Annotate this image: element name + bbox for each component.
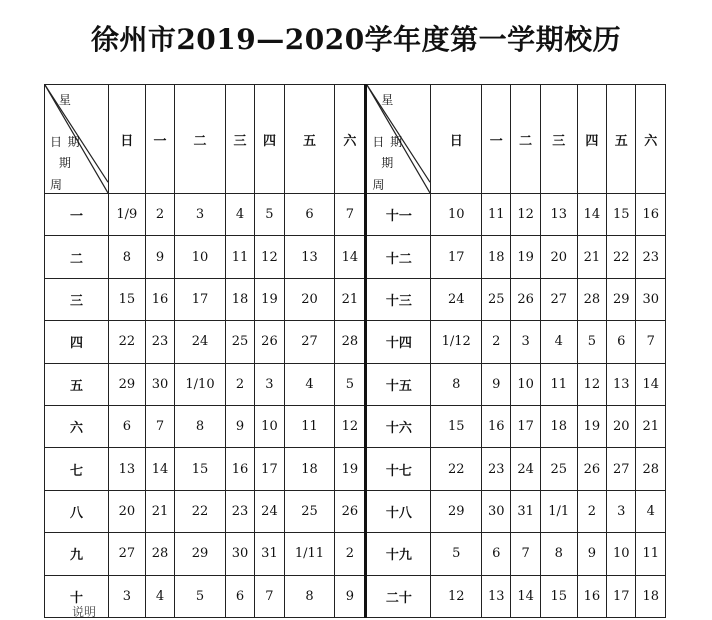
day-cell: 22 <box>175 490 226 532</box>
weekday-header-left: 六 <box>335 85 366 194</box>
day-cell: 16 <box>482 405 511 447</box>
day-cell: 3 <box>255 363 284 405</box>
day-cell: 15 <box>431 405 482 447</box>
day-cell: 8 <box>284 575 335 617</box>
week-number-cell: 十一 <box>366 194 431 236</box>
week-number-cell: 二 <box>45 236 109 278</box>
day-cell: 5 <box>577 321 606 363</box>
day-cell: 18 <box>284 448 335 490</box>
day-cell: 19 <box>511 236 540 278</box>
day-cell: 12 <box>335 405 366 447</box>
day-cell: 6 <box>482 533 511 575</box>
day-cell: 31 <box>255 533 284 575</box>
day-cell: 9 <box>482 363 511 405</box>
day-cell: 17 <box>255 448 284 490</box>
day-cell: 13 <box>607 363 636 405</box>
day-cell: 2 <box>482 321 511 363</box>
weekday-header-right: 五 <box>607 85 636 194</box>
day-cell: 1/11 <box>284 533 335 575</box>
day-cell: 29 <box>109 363 146 405</box>
corner-label-zhou: 周 <box>372 177 385 192</box>
day-cell: 7 <box>636 321 666 363</box>
day-cell: 12 <box>255 236 284 278</box>
day-cell: 4 <box>225 194 254 236</box>
day-cell: 1/9 <box>109 194 146 236</box>
day-cell: 3 <box>607 490 636 532</box>
weekday-header-left: 二 <box>175 85 226 194</box>
corner-label-qi2: 期 <box>381 156 394 171</box>
day-cell: 26 <box>577 448 606 490</box>
weekday-header-left: 五 <box>284 85 335 194</box>
corner-label-xing: 星 <box>58 93 71 108</box>
day-cell: 15 <box>540 575 577 617</box>
day-cell: 29 <box>607 278 636 320</box>
day-cell: 2 <box>225 363 254 405</box>
day-cell: 25 <box>225 321 254 363</box>
day-cell: 10 <box>255 405 284 447</box>
day-cell: 17 <box>431 236 482 278</box>
day-cell: 15 <box>109 278 146 320</box>
footer-note: 说明 <box>72 605 97 619</box>
day-cell: 5 <box>255 194 284 236</box>
day-cell: 24 <box>255 490 284 532</box>
day-cell: 20 <box>284 278 335 320</box>
weekday-header-right: 日 <box>431 85 482 194</box>
day-cell: 17 <box>511 405 540 447</box>
day-cell: 22 <box>109 321 146 363</box>
day-cell: 8 <box>109 236 146 278</box>
day-cell: 10 <box>511 363 540 405</box>
day-cell: 7 <box>511 533 540 575</box>
day-cell: 27 <box>284 321 335 363</box>
day-cell: 4 <box>540 321 577 363</box>
day-cell: 16 <box>225 448 254 490</box>
day-cell: 21 <box>577 236 606 278</box>
day-cell: 7 <box>255 575 284 617</box>
day-cell: 2 <box>145 194 174 236</box>
day-cell: 17 <box>607 575 636 617</box>
day-cell: 14 <box>511 575 540 617</box>
week-row <box>45 448 666 490</box>
day-cell: 16 <box>145 278 174 320</box>
day-cell: 14 <box>577 194 606 236</box>
header-row <box>45 85 666 194</box>
week-number-cell: 一 <box>45 194 109 236</box>
day-cell: 6 <box>607 321 636 363</box>
week-number-cell: 五 <box>45 363 109 405</box>
day-cell: 18 <box>482 236 511 278</box>
day-cell: 14 <box>636 363 666 405</box>
day-cell: 11 <box>482 194 511 236</box>
day-cell: 24 <box>511 448 540 490</box>
day-cell: 26 <box>255 321 284 363</box>
corner-label-zhou: 周 <box>50 177 63 192</box>
week-row <box>45 236 666 278</box>
day-cell: 3 <box>175 194 226 236</box>
week-row <box>45 194 666 236</box>
weekday-header-right: 二 <box>511 85 540 194</box>
day-cell: 26 <box>511 278 540 320</box>
day-cell: 23 <box>145 321 174 363</box>
day-cell: 18 <box>225 278 254 320</box>
weekday-header-left: 四 <box>255 85 284 194</box>
corner-label-ri: 日 <box>372 134 385 149</box>
day-cell: 11 <box>636 533 666 575</box>
week-row <box>45 405 666 447</box>
day-cell: 9 <box>225 405 254 447</box>
day-cell: 9 <box>335 575 366 617</box>
day-cell: 24 <box>175 321 226 363</box>
day-cell: 31 <box>511 490 540 532</box>
school-calendar-table <box>44 84 666 618</box>
day-cell: 15 <box>175 448 226 490</box>
weekday-header-right: 一 <box>482 85 511 194</box>
calendar-body <box>45 85 666 618</box>
week-number-cell: 十八 <box>366 490 431 532</box>
day-cell: 25 <box>482 278 511 320</box>
day-cell: 20 <box>540 236 577 278</box>
day-cell: 16 <box>577 575 606 617</box>
weekday-header-left: 三 <box>225 85 254 194</box>
week-number-cell: 十 <box>45 575 109 617</box>
corner-label-xing: 星 <box>381 93 394 108</box>
day-cell: 24 <box>431 278 482 320</box>
week-number-cell: 三 <box>45 278 109 320</box>
weekday-header-right: 四 <box>577 85 606 194</box>
day-cell: 4 <box>284 363 335 405</box>
day-cell: 7 <box>145 405 174 447</box>
day-cell: 21 <box>636 405 666 447</box>
day-cell: 5 <box>175 575 226 617</box>
day-cell: 8 <box>175 405 226 447</box>
day-cell: 8 <box>431 363 482 405</box>
day-cell: 13 <box>109 448 146 490</box>
day-cell: 10 <box>607 533 636 575</box>
weekday-header-right: 三 <box>540 85 577 194</box>
day-cell: 5 <box>335 363 366 405</box>
corner-label-ri: 日 <box>50 134 63 149</box>
day-cell: 18 <box>540 405 577 447</box>
corner-cell-right <box>366 85 431 194</box>
day-cell: 9 <box>577 533 606 575</box>
corner-label-qi: 期 <box>67 134 80 149</box>
day-cell: 23 <box>636 236 666 278</box>
week-row <box>45 575 666 617</box>
day-cell: 27 <box>540 278 577 320</box>
week-row <box>45 363 666 405</box>
day-cell: 23 <box>225 490 254 532</box>
day-cell: 8 <box>540 533 577 575</box>
day-cell: 7 <box>335 194 366 236</box>
day-cell: 28 <box>636 448 666 490</box>
week-number-cell: 十七 <box>366 448 431 490</box>
day-cell: 28 <box>335 321 366 363</box>
day-cell: 30 <box>145 363 174 405</box>
day-cell: 14 <box>145 448 174 490</box>
day-cell: 16 <box>636 194 666 236</box>
day-cell: 10 <box>175 236 226 278</box>
day-cell: 20 <box>109 490 146 532</box>
day-cell: 13 <box>482 575 511 617</box>
day-cell: 20 <box>607 405 636 447</box>
day-cell: 15 <box>607 194 636 236</box>
day-cell: 17 <box>175 278 226 320</box>
week-row <box>45 490 666 532</box>
week-row <box>45 278 666 320</box>
day-cell: 12 <box>577 363 606 405</box>
weekday-header-right: 六 <box>636 85 666 194</box>
week-number-cell: 十九 <box>366 533 431 575</box>
day-cell: 19 <box>577 405 606 447</box>
day-cell: 27 <box>607 448 636 490</box>
day-cell: 23 <box>482 448 511 490</box>
week-number-cell: 六 <box>45 405 109 447</box>
week-number-cell: 十六 <box>366 405 431 447</box>
day-cell: 27 <box>109 533 146 575</box>
day-cell: 19 <box>335 448 366 490</box>
corner-label-qi2: 期 <box>58 156 71 171</box>
week-number-cell: 二十 <box>366 575 431 617</box>
weekday-header-left: 日 <box>109 85 146 194</box>
day-cell: 30 <box>225 533 254 575</box>
day-cell: 13 <box>540 194 577 236</box>
week-number-cell: 十三 <box>366 278 431 320</box>
day-cell: 21 <box>145 490 174 532</box>
corner-cell-left <box>45 85 109 194</box>
day-cell: 25 <box>540 448 577 490</box>
day-cell: 30 <box>636 278 666 320</box>
day-cell: 30 <box>482 490 511 532</box>
day-cell: 26 <box>335 490 366 532</box>
day-cell: 4 <box>636 490 666 532</box>
day-cell: 1/10 <box>175 363 226 405</box>
day-cell: 19 <box>255 278 284 320</box>
day-cell: 10 <box>431 194 482 236</box>
week-row <box>45 533 666 575</box>
day-cell: 2 <box>577 490 606 532</box>
day-cell: 22 <box>431 448 482 490</box>
day-cell: 5 <box>431 533 482 575</box>
week-number-cell: 十二 <box>366 236 431 278</box>
day-cell: 3 <box>511 321 540 363</box>
day-cell: 6 <box>225 575 254 617</box>
day-cell: 6 <box>284 194 335 236</box>
day-cell: 12 <box>431 575 482 617</box>
day-cell: 2 <box>335 533 366 575</box>
day-cell: 29 <box>431 490 482 532</box>
day-cell: 29 <box>175 533 226 575</box>
week-number-cell: 七 <box>45 448 109 490</box>
week-number-cell: 九 <box>45 533 109 575</box>
weekday-header-left: 一 <box>145 85 174 194</box>
day-cell: 1/12 <box>431 321 482 363</box>
week-number-cell: 十四 <box>366 321 431 363</box>
day-cell: 18 <box>636 575 666 617</box>
day-cell: 13 <box>284 236 335 278</box>
day-cell: 11 <box>284 405 335 447</box>
week-number-cell: 四 <box>45 321 109 363</box>
calendar-title: 徐州市2019—2020学年度第一学期校历 <box>90 23 622 56</box>
day-cell: 22 <box>607 236 636 278</box>
day-cell: 4 <box>145 575 174 617</box>
day-cell: 9 <box>145 236 174 278</box>
corner-label-qi: 期 <box>390 134 403 149</box>
day-cell: 28 <box>577 278 606 320</box>
day-cell: 1/1 <box>540 490 577 532</box>
day-cell: 28 <box>145 533 174 575</box>
week-row <box>45 321 666 363</box>
day-cell: 12 <box>511 194 540 236</box>
day-cell: 11 <box>225 236 254 278</box>
day-cell: 6 <box>109 405 146 447</box>
week-number-cell: 十五 <box>366 363 431 405</box>
day-cell: 11 <box>540 363 577 405</box>
day-cell: 21 <box>335 278 366 320</box>
week-number-cell: 八 <box>45 490 109 532</box>
day-cell: 14 <box>335 236 366 278</box>
day-cell: 3 <box>109 575 146 617</box>
day-cell: 25 <box>284 490 335 532</box>
